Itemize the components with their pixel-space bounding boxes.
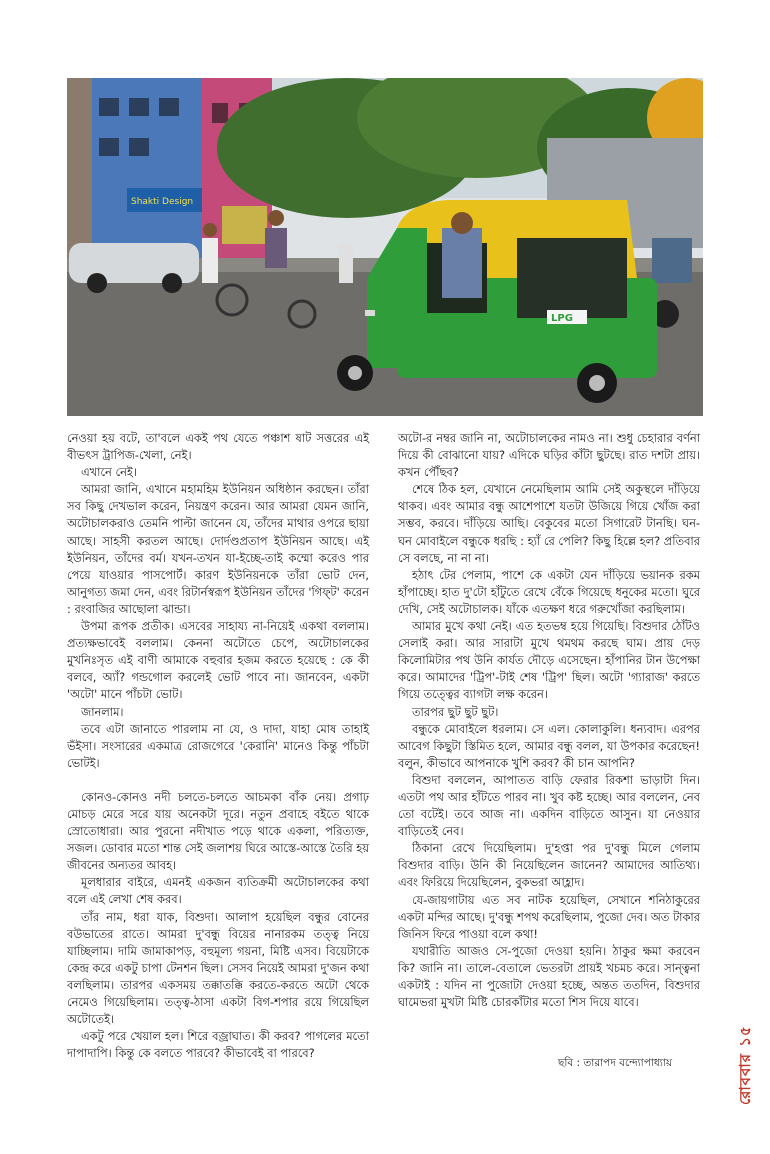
paragraph: আমার মুখে কথা নেই। এত হতভম্ব হয়ে গিয়েছি। বিশুদার ঠোঁটও সেলাই করা। আর সারাটা মুখে থমথম করছে ঘাম। প্রায় দেড় কিলোমিটার পথ উনি কার্যত দৌড়ে এসেছেন। হাঁপানির টান উপেক্ষা করে। আমাদের 'ট্রিপ'-টাই শেষ 'ট্রিপ' ছিল। অটো 'গ্যারাজ' করতে গিয়ে তত্ত্বের ব্যাগটা লক্ষ করেন। [398,619,700,702]
paragraph: নেওয়া হয় বটে, তা'বলে একই পথ যেতে পঞ্চাশ ষাট সত্তরের এই বীভৎস ট্রাপিজ-খেলা, নেই। [67,431,369,463]
paragraph: একটু পরে খেয়াল হল। শিরে বজ্রাঘাত। কী করব? পাগলের মতো দাপাদাপি। কিন্তু কে বলতে পারবে? কীভাবেই বা পারবে? [67,1029,369,1061]
paragraph: কোনও-কোনও নদী চলতে-চলতে আচমকা বাঁক নেয়। প্রগাঢ় মোচড় মেরে সরে যায় অনেকটা দূরে। নতুন প্রবাহে বইতে থাকে স্রোতোধারা। আর পুরনো নদীখাত পড়ে থাকে একলা, পরিত্যক্ত, সজল। ডোবার মতো শান্ত সেই জলাশয় ঘিরে আস্তে-আস্তে তৈরি হয় জীবনের অন্যতর আবহ। [67,789,369,873]
paragraph: তারপর ছুট ছুট ছুট। [412,704,499,719]
paragraph: মূলধারার বাইরে, এমনই একজন ব্যতিক্রমী অটোচালকের কথা বলে এই লেখা শেষ করব। [67,875,369,907]
section-break [67,772,369,789]
photo-credit: ছবি : তারাপদ বন্দ্যোপাধ্যায় [558,1057,673,1069]
paragraph: বিশুদা বললেন, আপাতত বাড়ি ফেরার রিকশা ভাড়াটা দিন। এতটা পথ আর হাঁটতে পারব না। খুব কষ্ট হচ্ছে। আর বললেন, নেব তো বটেই। তবে আজ না। একদিন বাড়িতে আসুন। যা নেওয়ার বাড়িতেই নেব। [398,772,700,839]
article-column-left [67,430,369,1062]
shop-sign: Shakti Design [131,197,194,207]
paragraph: এখানে নেই। [81,465,137,480]
lpg-label: LPG [551,313,573,324]
paragraph: তাঁর নাম, ধরা যাক, বিশুদা। আলাপ হয়েছিল বন্ধুর বোনের বউভাতের রাতে। আমরা দু'বন্ধু বিয়ের নানারকম তত্ত্ব নিয়ে যাচ্ছিলাম। দামি জামাকাপড়, বহুমূল্য গয়না, মিষ্টি এসব। বিয়েটাকে কেন্দ্র করে একটু চাপা টেনশন ছিল। সেসব নিয়েই আমরা দু'জন কথা বলছিলাম। তারপর একসময় তক্কাতক্কি করতে-করতে অটো থেকে নেমেও গিয়েছিলাম। তত্ত্ব-ঠাসা একটা বিগ-শপার রয়ে গিয়েছিল অটোতেই। [67,909,369,1027]
paragraph: জানলাম। [81,704,124,719]
paragraph: বন্ধুকে মোবাইলে ধরলাম। সে এল। কোলাকুলি। ধন্যবাদ। এরপর আবেগ কিছুটা স্তিমিত হলে, আমার বন্ধু বলল, যা উপকার করেছেন! বলুন, কীভাবে আপনাকে খুশি করব? কী চান আপনি? [398,721,700,770]
paragraph: অটো-র নম্বর জানি না, অটোচালকের নামও না। শুধু চেহারার বর্ণনা দিয়ে কী বোঝানো যায়? এদিকে ঘড়ির কাঁটা ছুটছে। রাত দশটা প্রায়। কখন পৌঁছব? [398,431,700,480]
paragraph: ঠিকানা রেখে দিয়েছিলাম। দু'হপ্তা পর দু'বন্ধু মিলে গেলাম বিশুদার বাড়ি। উনি কী নিয়েছিলেন জানেন? আমাদের আতিথ্য। এবং ফিরিয়ে দিয়েছিলেন, বুকভরা আহ্লাদ। [398,841,700,890]
auto-rickshaw-photo [67,78,703,416]
paragraph: শেষে ঠিক হল, যেখানে নেমেছিলাম আমি সেই অকুস্থলে দাঁড়িয়ে থাকব। এবং আমার বন্ধু আশেপাশে যতটা উজিয়ে গিয়ে খোঁজ করা সম্ভব, করবে। দাঁড়িয়ে আছি। বেকুবের মতো সিগারেট টানছি। ঘন-ঘন মোবাইলে বন্ধুকে ধরছি : হ্যাঁ রে পেলি? কিছু হিল্লে হল? প্রতিবার সে বলছে, না না না। [398,482,700,565]
paragraph: হঠাৎ টের পেলাম, পাশে কে একটা যেন দাঁড়িয়ে ভয়ানক রকম হাঁপাচ্ছে। হাত দু'টো হাঁটুতে রেখে বেঁকে গিয়েছে ধনুকের মতো। ঘুরে দেখি, সেই অটোচালক। যাঁকে এতক্ষণ ধরে গরুখোঁজা করছিলাম। [398,567,700,616]
paragraph: আমরা জানি, এখানে মহামহিম ইউনিয়ন অধিষ্ঠান করছেন। তাঁরা সব কিছু দেখভাল করেন, নিয়ন্ত্রণ করেন। আর আমরা যেমন জানি, অটোচালকরাও তেমনি পাল্টা জানেন যে, তাঁদের মাথার ওপরে ছায়া আছে। সাহসী করতল আছে। দোর্দণ্ডপ্রতাপ ইউনিয়ন আছে। এই ইউনিয়ন, তাঁদের বর্ম। যখন-তখন যা-ইচ্ছে-তাই কম্মো করেও পার পেয়ে যাওয়ার পাসপোর্ট। কারণ ইউনিয়নকে তাঁরা ভোট দেন, আনুগত্য জমা দেন, এবং রিটার্নস্বরূপ ইউনিয়ন তাঁদের 'গিফ্‌ট' করেন : রংবাজির আছোলা ঝান্ডা। [67,482,369,616]
article-column-right [398,430,700,1011]
paragraph: যথারীতি আজও সে-পুজো দেওয়া হয়নি। ঠাকুর ক্ষমা করবেন কি? জানি না। তালে-বেতালে ভেতরটা প্রায়ই খচমচ করে। সান্ত্বনা একটাই : যদিন না পুজোটা দেওয়া হচ্ছে, অন্তত ততদিন, বিশুদার ঘামেভরা মুখটা মিষ্টি চোরকাঁটার মতো শিস দিয়ে যাবে। [398,943,700,1010]
page-marker: রোববার ১৫ [736,1025,754,1105]
paragraph: উপমা রূপক প্রতীক। এসবের সাহায্য না-নিয়েই একথা বললাম। প্রত্যক্ষভাবেই বললাম। কেননা অটোতে চেপে, অটোচালকের মুখনিঃসৃত এই বাণী আমাকে বহুবার হজম করতে হয়েছে : কে কী বলবে, অ্যাঁ? গন্ডগোল করলেই ভোট পাবে না। জানবেন, একটা 'অটো' মানে পাঁচটা ভোট। [67,619,369,702]
article-photo [67,78,703,416]
paragraph: যে-জায়গাটায় এত সব নাটক হয়েছিল, সেখানে শনিঠাকুরের একটা মন্দির আছে। দু'বন্ধু শপথ করেছিলাম, পুজো দেব। অত টাকার জিনিস ফিরে পাওয়া বলে কথা! [398,892,700,941]
paragraph: তবে এটা জানাতে পারলাম না যে, ও দাদা, যাহা মোষ তাহাই ভঁইসা। সংসারের একমাত্র রোজগেরে 'কেরানি' মানেও কিন্তু পাঁচটা ভোটই। [67,721,369,770]
